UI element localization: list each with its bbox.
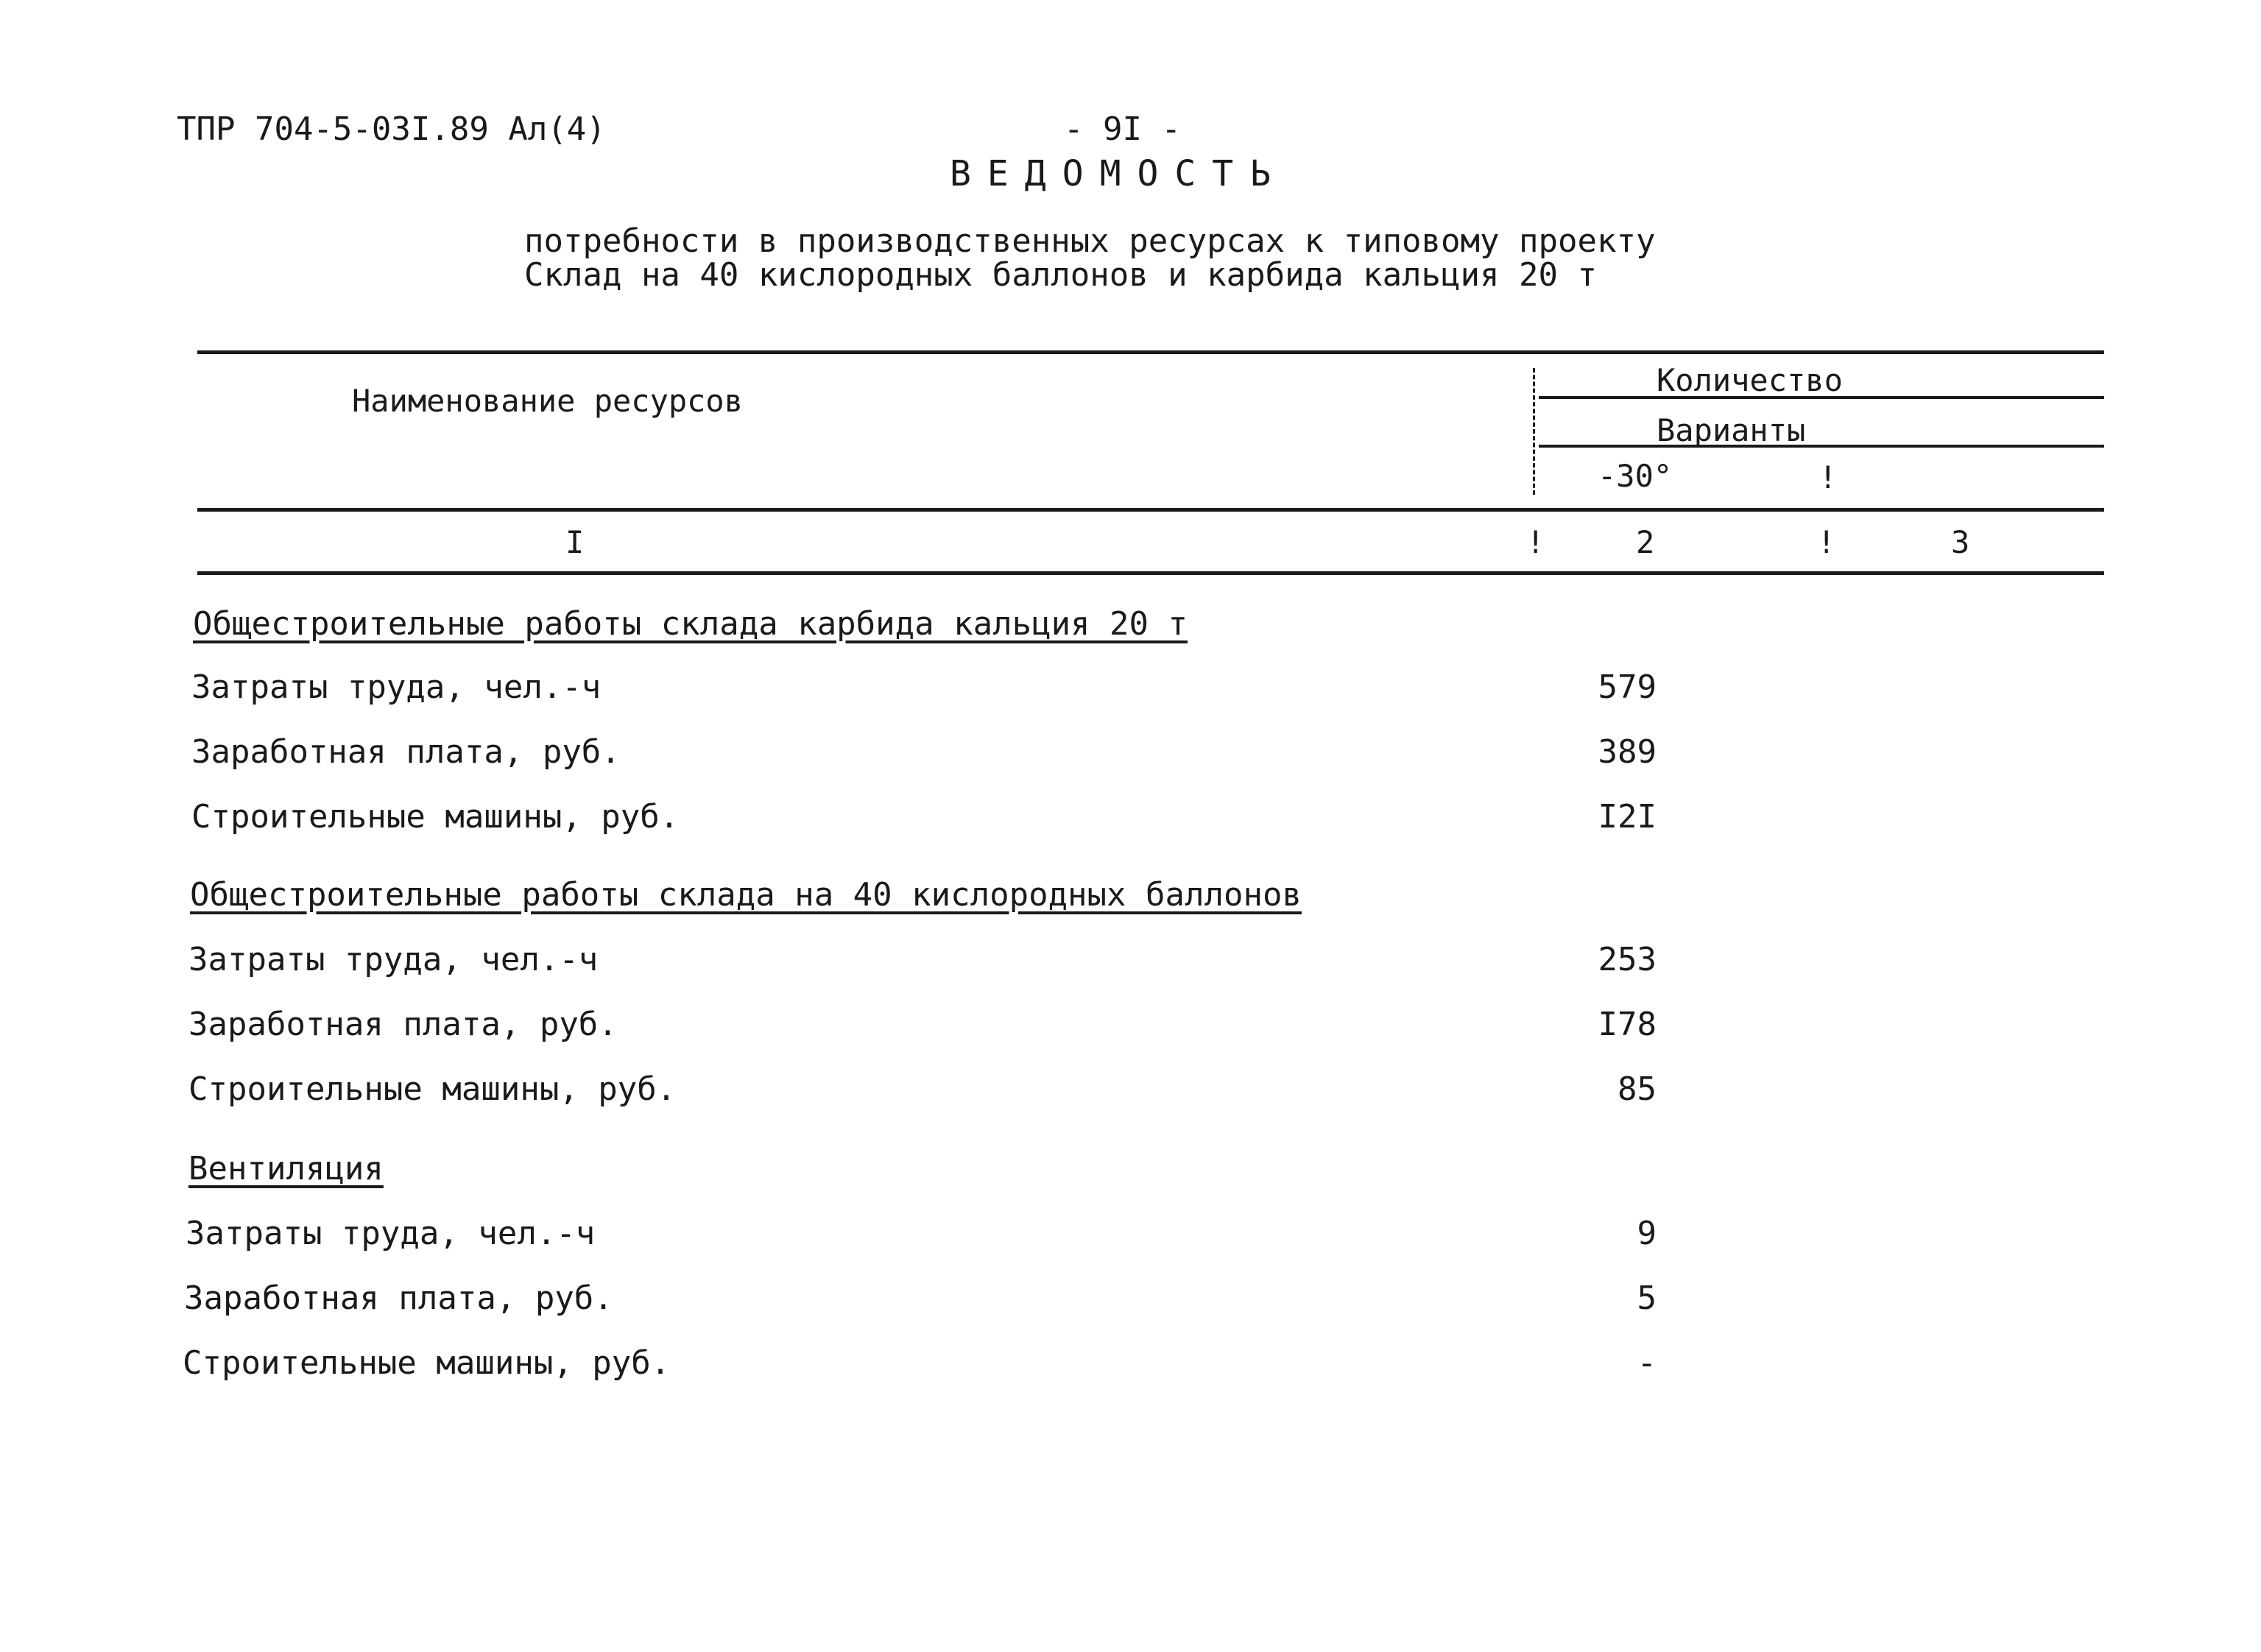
row-value-machines: - [1637,1344,1657,1382]
row-value-wages: 389 [1598,733,1657,771]
subtitle-line-2: Склад на 40 кислородных баллонов и карбида кальция 20 т [524,256,1597,294]
row-value-labor: 9 [1637,1215,1657,1252]
header-middle-rule [197,508,2104,512]
header-divider-left [1533,368,1535,495]
variant-1-label: -30° [1598,458,1673,494]
page-number: - 9I - [1064,110,1181,148]
quantity-underline [1539,396,2104,399]
section-title: Общестроительные работы склада на 40 кислородных баллонов [190,876,1302,914]
section-title: Вентиляция [188,1150,384,1187]
row-value-wages: I78 [1598,1006,1657,1043]
column-header-resources: Наименование ресурсов [352,383,744,419]
document-title: ВЕДОМОСТЬ [950,153,1288,194]
variants-underline [1539,445,2104,448]
header-bottom-rule [197,571,2104,575]
row-value-machines: I2I [1598,798,1657,836]
row-label-labor: Затраты труда, чел.-ч [191,668,602,706]
column-number-2: 2 [1636,524,1655,560]
row-label-wages: Заработная плата, руб. [191,733,621,771]
subtitle-line-1: потребности в производственных ресурсах к типовому проекту [524,222,1656,260]
column-number-1: I [565,524,585,560]
row-label-wages: Заработная плата, руб. [184,1279,613,1317]
row-label-machines: Строительные машины, руб. [183,1344,671,1382]
row-label-wages: Заработная плата, руб. [188,1006,618,1043]
row-label-machines: Строительные машины, руб. [191,798,680,836]
document-code: ТПР 704-5-03I.89 Ал(4) [177,110,606,148]
column-header-variants: Варианты [1657,412,1806,448]
row-value-labor: 253 [1598,941,1657,978]
variant-separator: ! [1819,459,1838,495]
column-separator-2: ! [1817,524,1836,560]
row-label-labor: Затраты труда, чел.-ч [186,1215,596,1252]
row-value-machines: 85 [1618,1070,1657,1108]
column-number-3: 3 [1951,524,1970,560]
table-top-rule [197,350,2104,354]
row-label-machines: Строительные машины, руб. [188,1070,677,1108]
row-value-wages: 5 [1637,1279,1657,1317]
column-header-quantity: Количество [1657,362,1843,398]
column-separator-1: ! [1526,524,1545,560]
row-label-labor: Затраты труда, чел.-ч [188,941,599,978]
section-title: Общестроительные работы склада карбида кальция 20 т [193,605,1188,643]
row-value-labor: 579 [1598,668,1657,706]
